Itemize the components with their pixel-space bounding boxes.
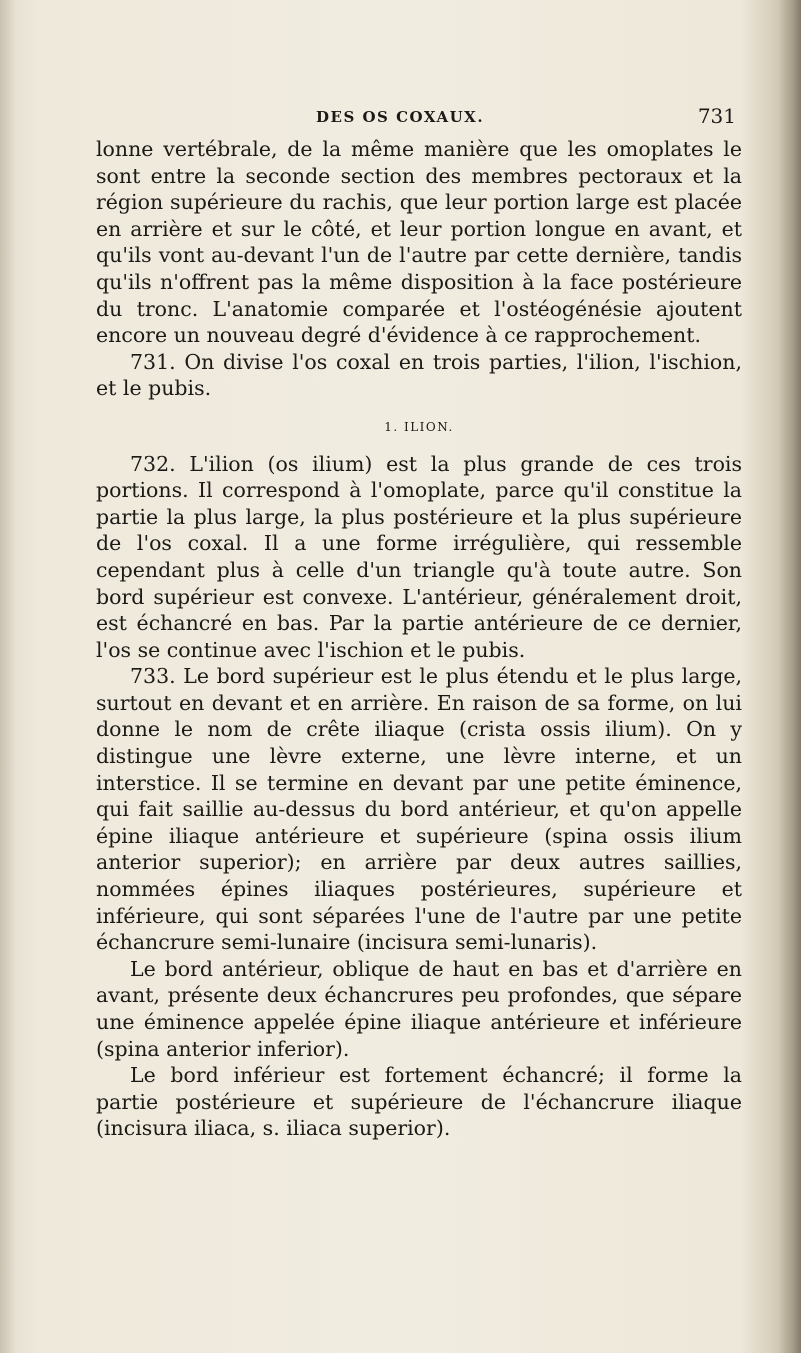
paragraph-continuation: lonne vertébrale, de la même manière que les omoplates le sont entre la seconde section des membres pectoraux et la région supérieure du rachis, que leur portion large est placée en arrière et sur le côté, et leur portion longue en avant, et qu'ils vont au-devant l'un de l'autre par cette dernière, tandis qu'ils n'offrent pas la même disposition à la face postérieure du tronc. L'anatomie comparée et l'ostéogénésie ajoutent encore un nouveau degré d'évidence à ce rapprochement. (96, 137, 742, 348)
paragraph-bord-anterieur: Le bord antérieur, oblique de haut en bas et d'arrière en avant, présente deux échancrures peu profondes, que sépare une éminence appelée épine iliaque antérieure et inférieure (spina anterior inferior). (96, 956, 742, 1061)
paragraph-bord-inferieur: Le bord inférieur est fortement échancré; il forme la partie postérieure et supérieure de l'échancrure iliaque (incisura iliaca, s. iliaca superior). (96, 1063, 742, 1141)
page-edge-shadow (779, 0, 801, 1353)
page-header (96, 104, 736, 130)
paragraph-733: 733. Le bord supérieur est le plus étendu et le plus large, surtout en devant et en arrière. En raison de sa forme, on lui donne le nom de crête iliaque (crista ossis ilium). On y distingue une lèvre externe, une lèvre interne, et un interstice. Il se termine en devant par une petite éminence, qui fait saillie au-dessus du bord antérieur, et qu'on appelle épine iliaque antérieure et supérieure (spina ossis ilium anterior superior); en arrière par deux autres saillies, nommées épines iliaques postérieures, supérieure et inférieure, qui sont séparées l'une de l'autre par une petite échancrure semi-lunaire (incisura semi-lunaris). (96, 664, 742, 955)
section-title: 1. ILION. (384, 419, 454, 434)
paragraph-732: 732. L'ilion (os ilium) est la plus grande de ces trois portions. Il correspond à l'omoplate, parce qu'il constitue la partie la plus large, la plus postérieure et la plus supérieure de l'os coxal. Il a une forme irrégulière, qui ressemble cependant plus à celle d'un triangle qu'à toute autre. Son bord supérieur est convexe. L'antérieur, généralement droit, est échancré en bas. Par la partie antérieure de ce dernier, l'os se continue avec l'ischion et le pubis. (96, 451, 742, 662)
page-gutter-shadow (0, 0, 16, 1353)
paragraph-731: 731. On divise l'os coxal en trois parties, l'ilion, l'ischion, et le pubis. (96, 349, 742, 401)
running-head: DES OS COXAUX. (316, 108, 485, 126)
page-number: 731 (697, 104, 736, 128)
body-text (96, 136, 742, 1142)
